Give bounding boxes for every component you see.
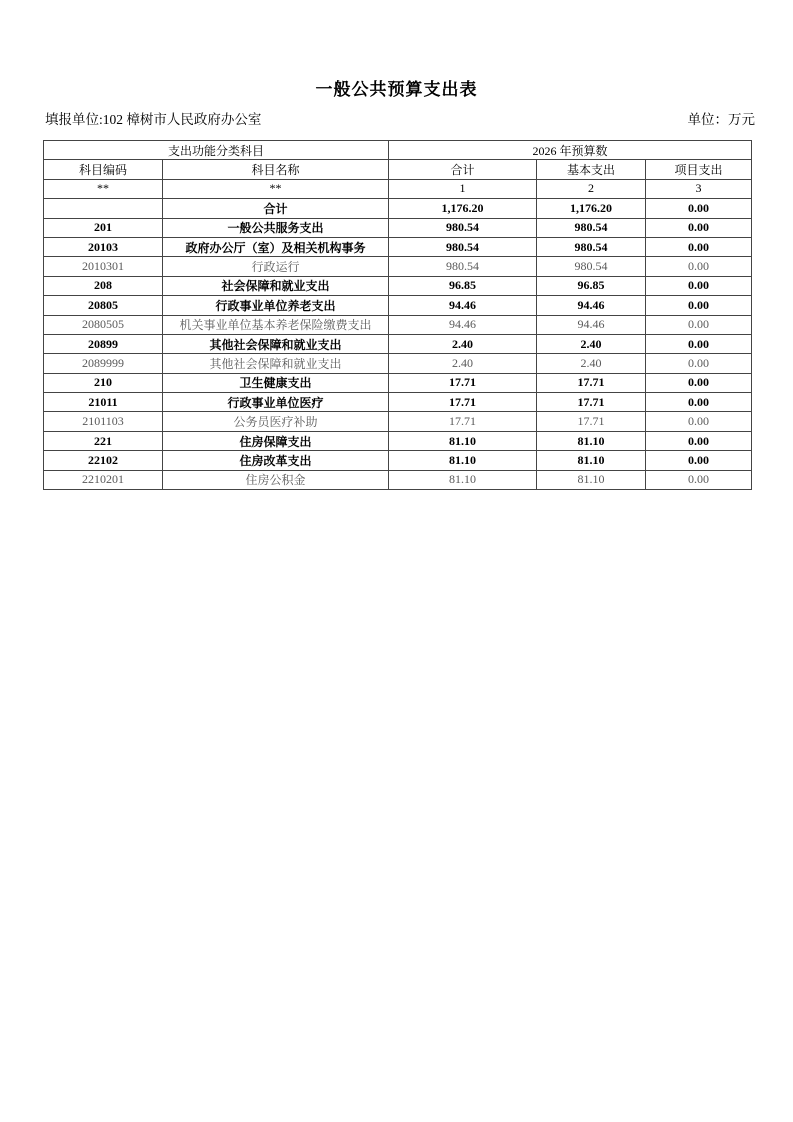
cell-total: 980.54 [389, 257, 537, 276]
meta-row [45, 111, 755, 129]
table-row [44, 431, 752, 450]
cell-total: 81.10 [389, 470, 537, 489]
cell-code: 20805 [44, 296, 163, 315]
cell-total: 94.46 [389, 296, 537, 315]
cell-basic: 2 [537, 179, 646, 198]
cell-code: 21011 [44, 393, 163, 412]
cell-basic: 1,176.20 [537, 199, 646, 218]
cell-project: 0.00 [646, 431, 752, 450]
cell-name: 住房保障支出 [163, 431, 389, 450]
cell-project: 0.00 [646, 412, 752, 431]
cell-total: 94.46 [389, 315, 537, 334]
cell-project: 0.00 [646, 373, 752, 392]
cell-code: 208 [44, 276, 163, 295]
cell-basic: 94.46 [537, 315, 646, 334]
cell-project: 3 [646, 179, 752, 198]
reporting-unit-label: 填报单位:102 樟树市人民政府办公室 [45, 112, 262, 127]
cell-basic: 980.54 [537, 257, 646, 276]
cell-total: 81.10 [389, 451, 537, 470]
cell-code: ** [44, 179, 163, 198]
cell-basic: 96.85 [537, 276, 646, 295]
cell-project: 0.00 [646, 237, 752, 256]
table-row [44, 218, 752, 237]
cell-project: 0.00 [646, 315, 752, 334]
unit-label: 单位：万元 [687, 112, 755, 127]
cell-name: 行政运行 [163, 257, 389, 276]
cell-basic: 94.46 [537, 296, 646, 315]
table-group-header-row [44, 141, 752, 160]
table-row [44, 412, 752, 431]
cell-basic: 17.71 [537, 412, 646, 431]
cell-project: 0.00 [646, 218, 752, 237]
cell-basic: 980.54 [537, 237, 646, 256]
cell-basic: 81.10 [537, 470, 646, 489]
cell-name: 住房改革支出 [163, 451, 389, 470]
cell-total: 17.71 [389, 412, 537, 431]
table-row [44, 334, 752, 353]
table-row [44, 199, 752, 218]
table-column-header-row [44, 160, 752, 179]
table-row [44, 315, 752, 334]
cell-total: 17.71 [389, 393, 537, 412]
cell-name: 政府办公厅（室）及相关机构事务 [163, 237, 389, 256]
cell-name: 其他社会保障和就业支出 [163, 334, 389, 353]
table-row [44, 237, 752, 256]
column-header-code: 科目编码 [44, 160, 163, 179]
cell-code: 22102 [44, 451, 163, 470]
cell-code: 20899 [44, 334, 163, 353]
cell-name: ** [163, 179, 389, 198]
cell-project: 0.00 [646, 451, 752, 470]
cell-name: 机关事业单位基本养老保险缴费支出 [163, 315, 389, 334]
column-header-total: 合计 [389, 160, 537, 179]
cell-total: 2.40 [389, 334, 537, 353]
cell-basic: 17.71 [537, 393, 646, 412]
budget-table [43, 140, 752, 490]
cell-project: 0.00 [646, 276, 752, 295]
cell-basic: 17.71 [537, 373, 646, 392]
cell-code: 201 [44, 218, 163, 237]
cell-code: 210 [44, 373, 163, 392]
cell-code: 2089999 [44, 354, 163, 373]
table-row [44, 257, 752, 276]
cell-code: 2080505 [44, 315, 163, 334]
column-header-name: 科目名称 [163, 160, 389, 179]
cell-basic: 980.54 [537, 218, 646, 237]
cell-basic: 2.40 [537, 354, 646, 373]
table-row [44, 470, 752, 489]
column-header-project: 项目支出 [646, 160, 752, 179]
table-row [44, 296, 752, 315]
cell-name: 其他社会保障和就业支出 [163, 354, 389, 373]
header-budget-year: 2026 年预算数 [389, 141, 752, 160]
column-header-basic: 基本支出 [537, 160, 646, 179]
cell-code: 2101103 [44, 412, 163, 431]
cell-total: 17.71 [389, 373, 537, 392]
cell-name: 行政事业单位医疗 [163, 393, 389, 412]
cell-project: 0.00 [646, 199, 752, 218]
cell-project: 0.00 [646, 257, 752, 276]
cell-name: 公务员医疗补助 [163, 412, 389, 431]
cell-name: 合计 [163, 199, 389, 218]
cell-basic: 81.10 [537, 451, 646, 470]
cell-name: 社会保障和就业支出 [163, 276, 389, 295]
cell-code: 221 [44, 431, 163, 450]
cell-name: 卫生健康支出 [163, 373, 389, 392]
table-row [44, 373, 752, 392]
cell-basic: 81.10 [537, 431, 646, 450]
cell-basic: 2.40 [537, 334, 646, 353]
page-title: 一般公共预算支出表 [315, 80, 478, 99]
cell-name: 一般公共服务支出 [163, 218, 389, 237]
cell-project: 0.00 [646, 296, 752, 315]
table-row [44, 354, 752, 373]
cell-name: 住房公积金 [163, 470, 389, 489]
table-row [44, 451, 752, 470]
cell-code [44, 199, 163, 218]
cell-name: 行政事业单位养老支出 [163, 296, 389, 315]
cell-code: 20103 [44, 237, 163, 256]
cell-project: 0.00 [646, 334, 752, 353]
cell-total: 1 [389, 179, 537, 198]
cell-project: 0.00 [646, 354, 752, 373]
table-body [44, 179, 752, 489]
table-row [44, 276, 752, 295]
cell-total: 2.40 [389, 354, 537, 373]
table-row [44, 393, 752, 412]
cell-total: 980.54 [389, 237, 537, 256]
cell-project: 0.00 [646, 470, 752, 489]
cell-code: 2010301 [44, 257, 163, 276]
cell-project: 0.00 [646, 393, 752, 412]
cell-code: 2210201 [44, 470, 163, 489]
table-row [44, 179, 752, 198]
header-function-classification: 支出功能分类科目 [44, 141, 389, 160]
cell-total: 980.54 [389, 218, 537, 237]
cell-total: 81.10 [389, 431, 537, 450]
cell-total: 96.85 [389, 276, 537, 295]
cell-total: 1,176.20 [389, 199, 537, 218]
